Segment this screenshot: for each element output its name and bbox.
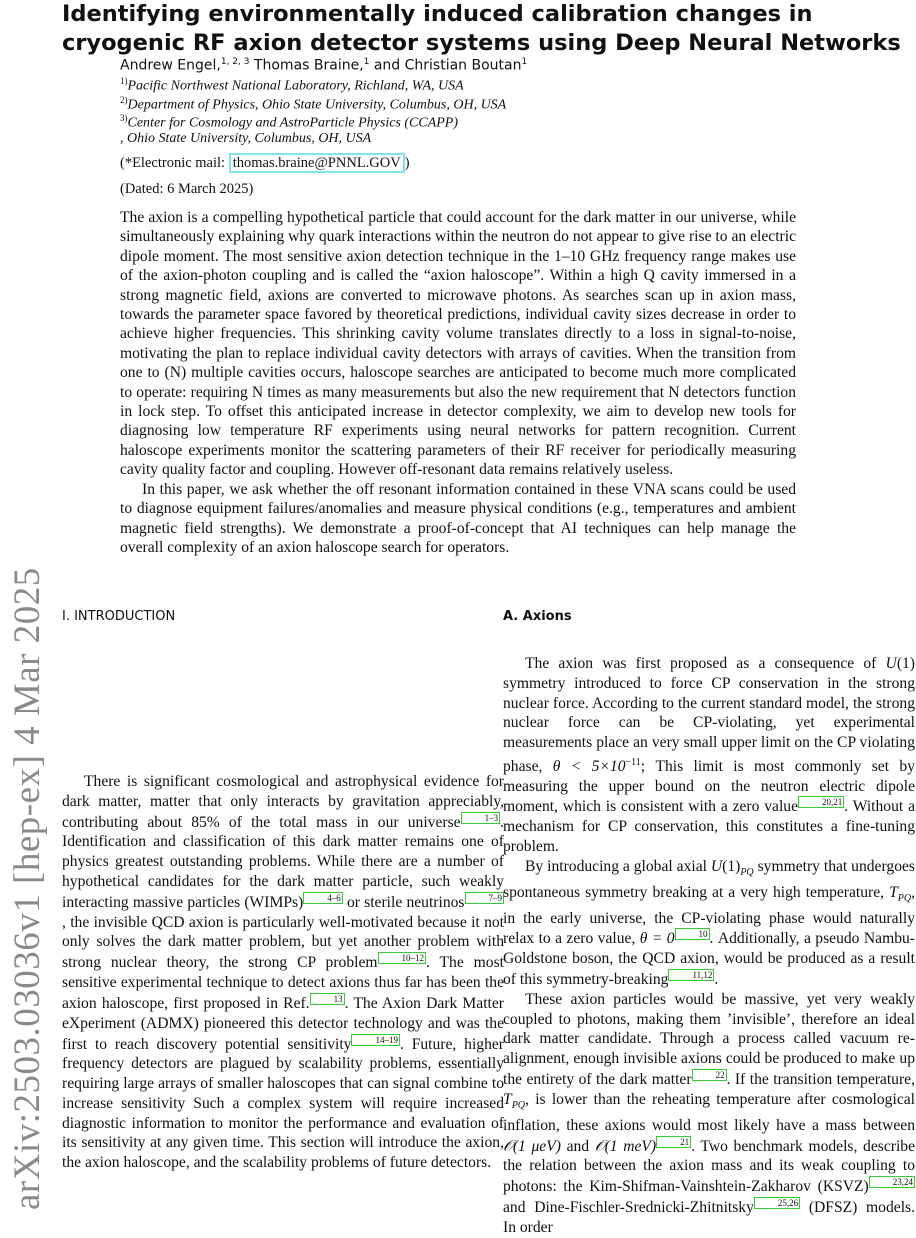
arxiv-identifier-stamp: arXiv:2503.03036v1 [hep-ex] 4 Mar 2025 xyxy=(7,567,48,1210)
paper-title: Identifying environmentally induced calibration changes in cryogenic RF axion detector systems using Deep Neural Networks xyxy=(62,1,901,56)
author-list xyxy=(120,57,527,74)
intro-paragraph: There is significant cosmological and astrophysical evidence for dark matter, matter that only interacts by gravitation appreciably, contributing about 85% of the total mass in our universe 1–3 . Identification and classification of this dark matter remains one of physics greatest outstanding problems. While there are a number of hypothetical candidates for the dark matter particle, such weakly interacting massive particles (WIMPs) 4–6 or sterile neutrinos 7–9, the invisible QCD axion is particularly well-motivated because it not only solves the dark matter problem, but yet another problem with strong nuclear theory, the strong CP problem 10–12 . The most sensitive experimental technique to detect axions thus far has been the axion haloscope, first proposed in Ref. 13 . The Axion Dark Matter eXperiment (ADMX) pioneered this detector technology and was the first to reach discovery potential sensitivity 14–19 . Future, higher frequency detectors are plagued by scalability problems, essentially requiring large arrays of smaller haloscopes that can signal combine to increase sensitivity Such a complex system will require increased diagnostic information to monitor the performance and evaluation of its sensitivity at any given time. This section will introduce the axion, the axion haloscope, and the scalability problems of future detectors. xyxy=(62,773,504,1172)
author-engel: Andrew Engel, xyxy=(120,57,221,74)
citation-link[interactable]: 20,21 xyxy=(798,796,844,808)
axions-paragraph-1: The axion was first proposed as a consequence of U(1) symmetry introduced to force CP conservation in the strong nuclear force. According to the current standard model, the strong nuclear force can be CP-violating, yet experimental measurements place an very small upper limit on the CP violating phase, $\theta < 5\times 10^{-11}$; This limit is most commonly set by measuring the upper bound on the neutron electric dipole moment, which is consistent with a zero value 20,21 . Without a mechanism for CP conservation, this constitutes a fine-tuning problem. xyxy=(503,655,915,856)
citation-link[interactable]: 23,24 xyxy=(869,1176,915,1188)
citation-link[interactable]: 10 xyxy=(675,928,710,940)
axions-column xyxy=(503,654,915,1238)
intro-column xyxy=(62,772,504,1173)
citation-link[interactable]: 7–9 xyxy=(465,892,505,904)
citation-link[interactable]: 25,26 xyxy=(754,1197,800,1209)
citation-link[interactable]: 10–12 xyxy=(378,952,427,964)
abstract xyxy=(120,208,796,557)
author-boutan: and Christian Boutan xyxy=(369,57,522,74)
date-line: (Dated: 6 March 2025) xyxy=(120,181,254,197)
author-engel-affil: 1, 2, 3 xyxy=(220,57,250,67)
citation-link[interactable]: 1–3 xyxy=(461,812,501,824)
abstract-paragraph-2: In this paper, we ask whether the off resonant information contained in these VNA scans could be used to diagnose equipment failures/anomalies and measure physical conditions (e.g., temperatures and ambient magnetic field strengths). We demonstrate a proof-of-concept that AI techniques can help manage the overall complexity of an axion haloscope search for operators. xyxy=(120,480,796,556)
citation-link[interactable]: 4–6 xyxy=(303,892,343,904)
affiliation-3-cont: , Ohio State University, Columbus, OH, USA xyxy=(120,131,372,146)
email-link[interactable]: thomas.braine@PNNL.GOV xyxy=(229,153,405,173)
citation-link[interactable]: 14–19 xyxy=(351,1034,400,1046)
author-braine: Thomas Braine, xyxy=(249,57,364,74)
corresponding-email: (*Electronic mail: thomas.braine@PNNL.GOV ) xyxy=(120,155,410,171)
subsection-heading-axions: A. Axions xyxy=(503,609,572,624)
citation-link[interactable]: 13 xyxy=(310,993,345,1005)
citation-link[interactable]: 21 xyxy=(656,1136,691,1148)
affiliation-2: $^{2)}$Department of Physics, Ohio State University, Columbus, OH, USA xyxy=(120,95,507,113)
affiliation-3: $^{3)}$Center for Cosmology and AstroParticle Physics (CCAPP) xyxy=(120,113,459,131)
abstract-paragraph-1: The axion is a compelling hypothetical particle that could account for the dark matter in our universe, while simultaneously explaining why quark interactions within the neutron do not appear to give rise to an electric dipole moment. The most sensitive axion detection technique in the 1–10 GHz frequency range makes use of the axion-photon coupling and is called the “axion haloscope”. Within a high Q cavity immersed in a strong magnetic field, axions are converted to microwave photons. As searches scan up in axion mass, towards the parameter space favored by theoretical predictions, individual cavity sizes decrease in order to achieve higher frequencies. This shrinking cavity volume translates directly to a loss in signal-to-noise, motivating the plan to replace individual cavity detectors with arrays of cavities. When the transition from one to (N) multiple cavities occurs, haloscope searches are anticipated to become much more complicated to operate: requiring N times as many measurements but also the new requirement that N detectors function in lock step. To offset this anticipated increase in detector complexity, we aim to develop new tools for diagnosing low temperature RF experiments using neural networks for pattern recognition. Current haloscope experiments monitor the scattering parameters of their RF receiver for periodically measuring cavity quality factor and coupling. However off-resonant data remains relatively useless. xyxy=(120,209,796,479)
author-braine-affil: 1 xyxy=(363,57,370,67)
axions-paragraph-2: By introducing a global axial $U(1)_{PQ}$ symmetry that undergoes spontaneous symmetry breaking at a very high temperature, $T_{PQ}$, in the early universe, the CP-violating phase would naturally relax to a zero value, θ = 0 10 . Additionally, a pseudo Nambu-Goldstone boson, the QCD axion, would be produced as a result of this symmetry-breaking 11,12 . xyxy=(503,857,915,989)
citation-link[interactable]: 22 xyxy=(692,1069,727,1081)
axions-paragraph-3: These axion particles would be massive, yet very weakly coupled to photons, making them ’invisible’, therefore an ideal dark matter candidate. Through a process called vacuum re-alignment, enough invisible axions could be produced to make up the entirety of the dark matter 22 . If the transition temperature, $T_{PQ}$, is lower than the reheating temperature after cosmological inflation, these axions would most likely have a mass between 𝒪(1 μeV) and 𝒪(1 meV) 21 . Two benchmark models, describe the relation between the axion mass and its weak coupling to photons: the Kim-Shifman-Vainshtein-Zakharov (KSVZ) 23,24 and Dine-Fischler-Srednicki-Zhitnitsky 25,26 (DFSZ) models. In order xyxy=(503,990,915,1237)
affiliation-1: $^{1)}$Pacific Northwest National Laboratory, Richland, WA, USA xyxy=(120,76,464,94)
citation-link[interactable]: 11,12 xyxy=(668,969,714,981)
author-boutan-affil: 1 xyxy=(521,57,528,67)
section-heading-introduction: I. INTRODUCTION xyxy=(62,609,176,624)
